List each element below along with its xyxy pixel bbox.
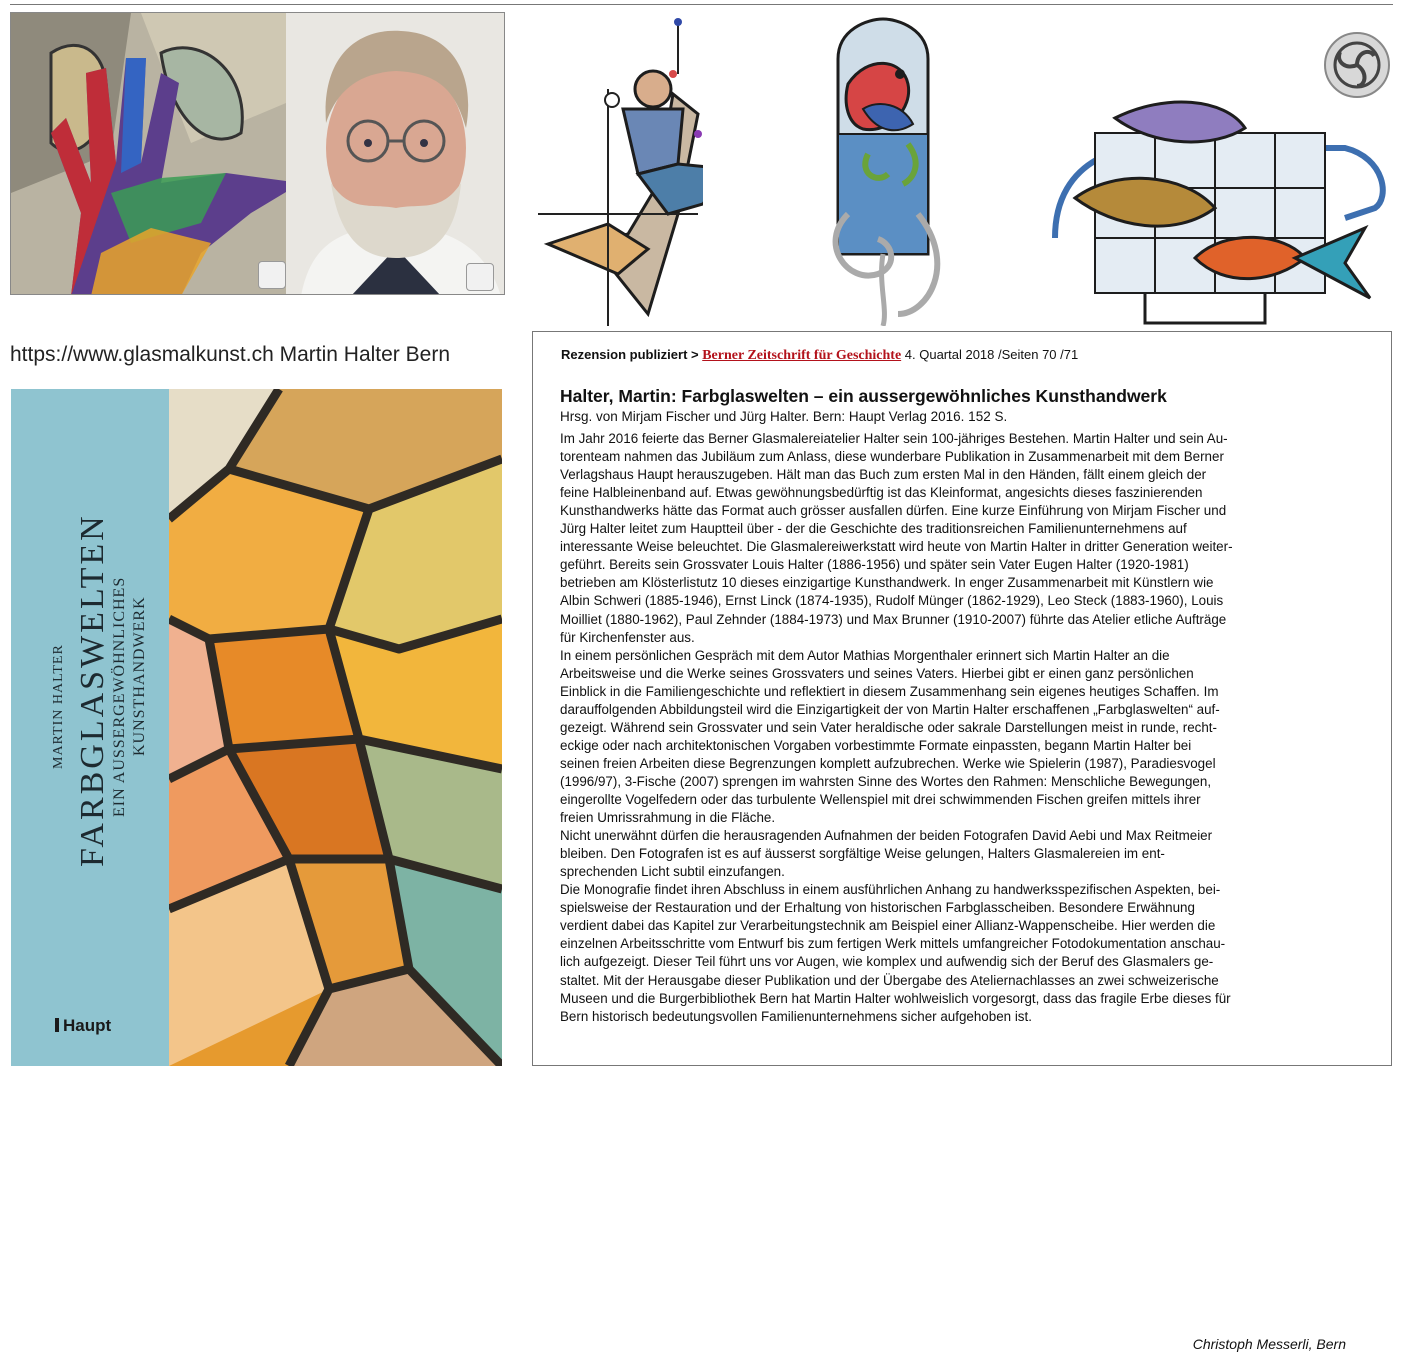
journal-link[interactable]: Berner Zeitschrift für Geschichte — [702, 348, 902, 363]
review-line: seinen freien Arbeiten diese Begrenzungen komplett aufzubrechen. Werke wie Spielerin (1987), Paradiesvogel — [560, 755, 1216, 771]
artwork-paradiesvogel — [808, 14, 958, 326]
publication-line: Rezension publiziert > Berner Zeitschrift für Geschichte 4. Quartal 2018 /Seiten 70 /71 — [561, 347, 1079, 363]
review-line: eingerollte Vogelfedern oder das turbulente Wellenspiel mit drei schwimmenden Fischen greifen mittels ihrer — [560, 792, 1201, 807]
triskelion-logo-icon — [1324, 32, 1390, 98]
review-line: lich aufgezeigt. Dieser Teil führt uns vor Augen, wie komplex und aufwendig sich der Beruf des Glasmalers ge- — [560, 954, 1214, 970]
review-line: Kunsthandwerks hätte das Format auch grösser ausfallen dürfen. Eine kurze Einführung von Mirjam Fischer und — [560, 503, 1227, 519]
review-line: betrieben am Klösterlistutz 10 dieses einzigartige Kunsthandwerk. In enger Zusammenarbeit mit Künstlern wie — [560, 575, 1214, 591]
review-line: darauffolgenden Abbildungsteil wird die Einzigartigkeit der von Martin Halter erschaffenen „Farbglaswelten“ auf- — [560, 701, 1220, 717]
publisher-mark-icon — [55, 1018, 59, 1032]
review-line: feine Halbleinenband auf. Etwas gewöhnungsbedürftig ist das Kleinformat, angesichts dieses faszinierenden — [560, 485, 1203, 501]
review-line: Einblick in die Familiengeschichte und reflektiert in diesem Zusammenhang sein eigenes heutiges Schaffen. Im — [560, 683, 1219, 699]
review-line: bleiben. Den Fotografen ist es auf äusserst sorgfältige Weise gelungen, Halters Glasmalereien im ent- — [560, 846, 1165, 862]
studio-logo-icon — [258, 261, 286, 289]
review-line: (1996/97), 3-Fische (2007) sprengen im wahrsten Sinne des Wortes den Rahmen: Menschliche Bewegungen, — [560, 773, 1212, 789]
cover-author: MARTIN HALTER — [51, 644, 66, 769]
review-line: sprechenden Licht subtil einzufangen. — [560, 864, 785, 880]
review-panel — [532, 331, 1392, 1352]
review-title: Halter, Martin: Farbglaswelten – ein aussergewöhnliches Kunsthandwerk — [560, 386, 1167, 406]
review-line: Moilliet (1880-1962), Paul Zehnder (1884-1973) und Max Brunner (1910-2007) führte das Atelier etliche Aufträge — [560, 611, 1227, 627]
website-link[interactable]: https://www.glasmalkunst.ch Martin Halter Bern — [10, 343, 450, 366]
cover-subtitle-line1: EIN AUSSERGEWÖHNLICHES — [111, 576, 128, 817]
review-line: Im Jahr 2016 feierte das Berner Glasmalereiatelier Halter sein 100-jähriges Bestehen. Martin Halter und sein Au- — [560, 431, 1228, 446]
studio-logo-icon — [466, 263, 494, 291]
review-line: In einem persönlichen Gespräch mit dem Autor Mathias Morgenthaler erinnert sich Martin Halter an die — [560, 647, 1170, 663]
review-line: Bern historisch bedeutungsvollen Familienunternehmens sicher aufgehoben ist. — [560, 1008, 1032, 1024]
review-line: Arbeitsweise und die Werke seines Grossvaters und seines Vaters. Hierbei gibt er einen ganz persönlichen — [560, 665, 1194, 681]
review-line: spielsweise der Restauration und der Erhaltung von historischen Farbglasscheiben. Besondere Erwähnung — [560, 900, 1195, 916]
review-line: Jürg Halter leitet zum Hauptteil über - der die Geschichte des traditionsreichen Familienunternehmens auf — [560, 521, 1187, 537]
book-cover — [11, 389, 502, 1066]
review-line: Verlagshaus Haupt herauszugeben. Hält man das Buch zum ersten Mal in den Händen, fällt einem gleich der — [560, 467, 1207, 483]
review-line: eckige oder nach architektonischen Vorgaben vorbestimmte Formate einpassten, begann Martin Halter bei — [560, 737, 1192, 753]
review-line: für Kirchenfenster aus. — [560, 629, 695, 645]
cover-subtitle-line2: KUNSTHANDWERK — [131, 596, 148, 756]
top-divider — [10, 4, 1393, 5]
artwork-spielerin — [528, 14, 703, 326]
review-line: Die Monografie findet ihren Abschluss in einem ausführlichen Anhang zu handwerksspezifischen Aspekten, bei- — [560, 882, 1221, 898]
review-line: Nicht unerwähnt dürfen die herausragenden Aufnahmen der beiden Fotografen David Aebi und Max Reitmeier — [560, 828, 1213, 844]
review-line: gezeigt. Während sein Grossvater und sein Vater heraldische oder sakrale Darstellungen meist in runde, recht- — [560, 719, 1217, 735]
review-line: staltet. Mit der Herausgabe dieser Publikation und der Übergabe des Ateliernachlasses an zwei schweizerische — [560, 972, 1219, 988]
artwork-3-fische — [1045, 88, 1395, 328]
review-line: torenteam nahmen das Jubiläum zum Anlass, diese wunderbare Publikation in Zusammenarbeit mit dem Berner — [560, 449, 1224, 465]
review-subtitle: Hrsg. von Mirjam Fischer und Jürg Halter. Bern: Haupt Verlag 2016. 152 S. — [560, 409, 1008, 424]
portrait-illustration — [11, 13, 505, 295]
cover-stained-glass-image — [169, 389, 502, 1066]
review-line: Museen und die Burgerbibliothek Bern hat Martin Halter wohlweislich vorgesorgt, dass das fragile Erbe dieses für — [560, 990, 1231, 1006]
reviewer-name: Christoph Messerli, Bern — [1192, 1336, 1346, 1352]
review-line: Albin Schweri (1885-1946), Ernst Linck (1874-1935), Rudolf Münger (1862-1929), Leo Steck (1883-1960), Louis — [560, 593, 1224, 609]
artist-portrait-photo — [10, 12, 505, 295]
review-line: verdient dabei das Kapitel zur Verarbeitungstechnik am Beispiel einer Allianz-Wappenscheibe. Hier werden die — [560, 918, 1216, 934]
review-line: interessante Weise beleuchtet. Die Glasmalereiwerkstatt wird heute von Martin Halter in dritter Generation weiter- — [560, 539, 1233, 555]
review-line: freien Umrissrahmung in die Fläche. — [560, 810, 776, 826]
cover-publisher: Haupt — [55, 1016, 111, 1036]
review-line: geführt. Bereits sein Grossvater Louis Halter (1886-1956) und später sein Vater Eugen Halter (1920-1981) — [560, 557, 1189, 573]
review-line: einzelnen Arbeitsschritte vom Entwurf bis zum fertigen Werk mittels umfangreicher Fotodokumentation anschau- — [560, 936, 1226, 952]
cover-title: FARBGLASWELTEN — [74, 513, 111, 867]
